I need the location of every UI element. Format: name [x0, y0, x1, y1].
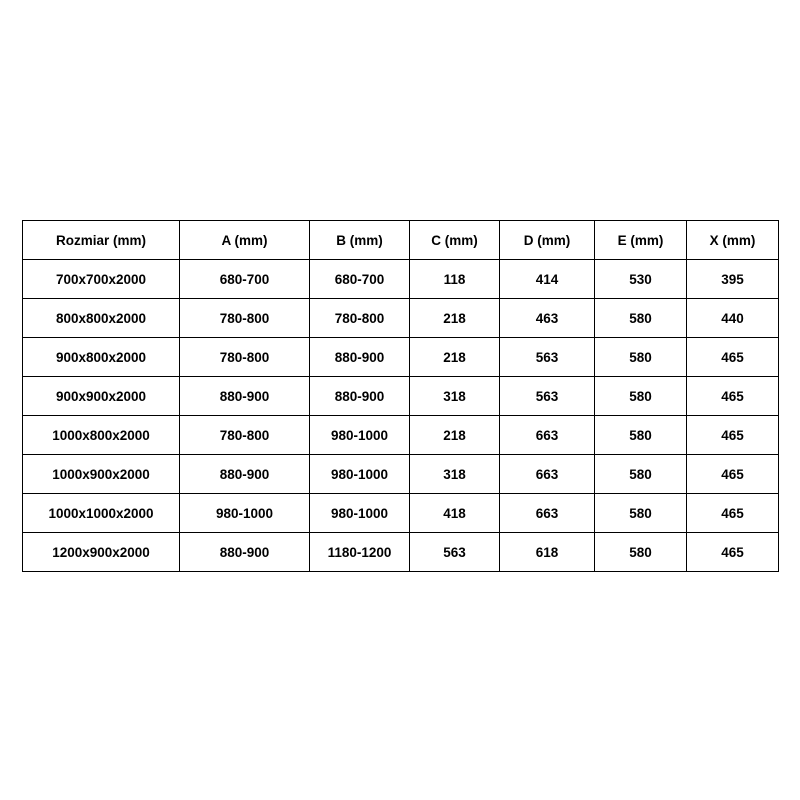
cell-rozmiar: 900x800x2000	[23, 338, 180, 377]
cell-c: 118	[410, 260, 500, 299]
cell-x: 440	[687, 299, 779, 338]
cell-e: 580	[595, 455, 687, 494]
cell-e: 580	[595, 533, 687, 572]
cell-e: 530	[595, 260, 687, 299]
cell-x: 465	[687, 533, 779, 572]
specification-table-container	[22, 220, 778, 572]
cell-a: 880-900	[180, 377, 310, 416]
table-row	[23, 260, 779, 299]
cell-b: 980-1000	[310, 416, 410, 455]
cell-c: 218	[410, 338, 500, 377]
cell-d: 663	[500, 416, 595, 455]
column-header-rozmiar: Rozmiar (mm)	[23, 221, 180, 260]
cell-rozmiar: 1000x900x2000	[23, 455, 180, 494]
cell-c: 318	[410, 455, 500, 494]
cell-b: 980-1000	[310, 455, 410, 494]
cell-e: 580	[595, 494, 687, 533]
column-header-x: X (mm)	[687, 221, 779, 260]
column-header-c: C (mm)	[410, 221, 500, 260]
cell-d: 663	[500, 455, 595, 494]
cell-c: 218	[410, 416, 500, 455]
cell-c: 563	[410, 533, 500, 572]
cell-x: 465	[687, 494, 779, 533]
cell-b: 780-800	[310, 299, 410, 338]
table-row	[23, 494, 779, 533]
cell-e: 580	[595, 377, 687, 416]
cell-e: 580	[595, 416, 687, 455]
cell-x: 465	[687, 455, 779, 494]
cell-rozmiar: 1200x900x2000	[23, 533, 180, 572]
cell-a: 780-800	[180, 338, 310, 377]
cell-e: 580	[595, 299, 687, 338]
cell-rozmiar: 700x700x2000	[23, 260, 180, 299]
cell-e: 580	[595, 338, 687, 377]
cell-b: 880-900	[310, 377, 410, 416]
cell-x: 465	[687, 338, 779, 377]
column-header-e: E (mm)	[595, 221, 687, 260]
cell-rozmiar: 1000x800x2000	[23, 416, 180, 455]
cell-d: 463	[500, 299, 595, 338]
cell-d: 414	[500, 260, 595, 299]
cell-rozmiar: 800x800x2000	[23, 299, 180, 338]
cell-x: 465	[687, 416, 779, 455]
cell-x: 465	[687, 377, 779, 416]
table-row	[23, 338, 779, 377]
cell-b: 880-900	[310, 338, 410, 377]
cell-x: 395	[687, 260, 779, 299]
cell-d: 563	[500, 377, 595, 416]
cell-a: 880-900	[180, 455, 310, 494]
table-row	[23, 455, 779, 494]
cell-d: 563	[500, 338, 595, 377]
cell-a: 980-1000	[180, 494, 310, 533]
column-header-a: A (mm)	[180, 221, 310, 260]
column-header-b: B (mm)	[310, 221, 410, 260]
table-header-row	[23, 221, 779, 260]
cell-a: 780-800	[180, 299, 310, 338]
cell-b: 980-1000	[310, 494, 410, 533]
table-row	[23, 299, 779, 338]
specification-table	[22, 220, 779, 572]
cell-c: 218	[410, 299, 500, 338]
cell-d: 663	[500, 494, 595, 533]
cell-d: 618	[500, 533, 595, 572]
table-row	[23, 416, 779, 455]
cell-c: 418	[410, 494, 500, 533]
table-row	[23, 533, 779, 572]
column-header-d: D (mm)	[500, 221, 595, 260]
table-row	[23, 377, 779, 416]
cell-a: 880-900	[180, 533, 310, 572]
cell-a: 780-800	[180, 416, 310, 455]
cell-a: 680-700	[180, 260, 310, 299]
cell-b: 1180-1200	[310, 533, 410, 572]
cell-rozmiar: 1000x1000x2000	[23, 494, 180, 533]
cell-c: 318	[410, 377, 500, 416]
cell-rozmiar: 900x900x2000	[23, 377, 180, 416]
cell-b: 680-700	[310, 260, 410, 299]
